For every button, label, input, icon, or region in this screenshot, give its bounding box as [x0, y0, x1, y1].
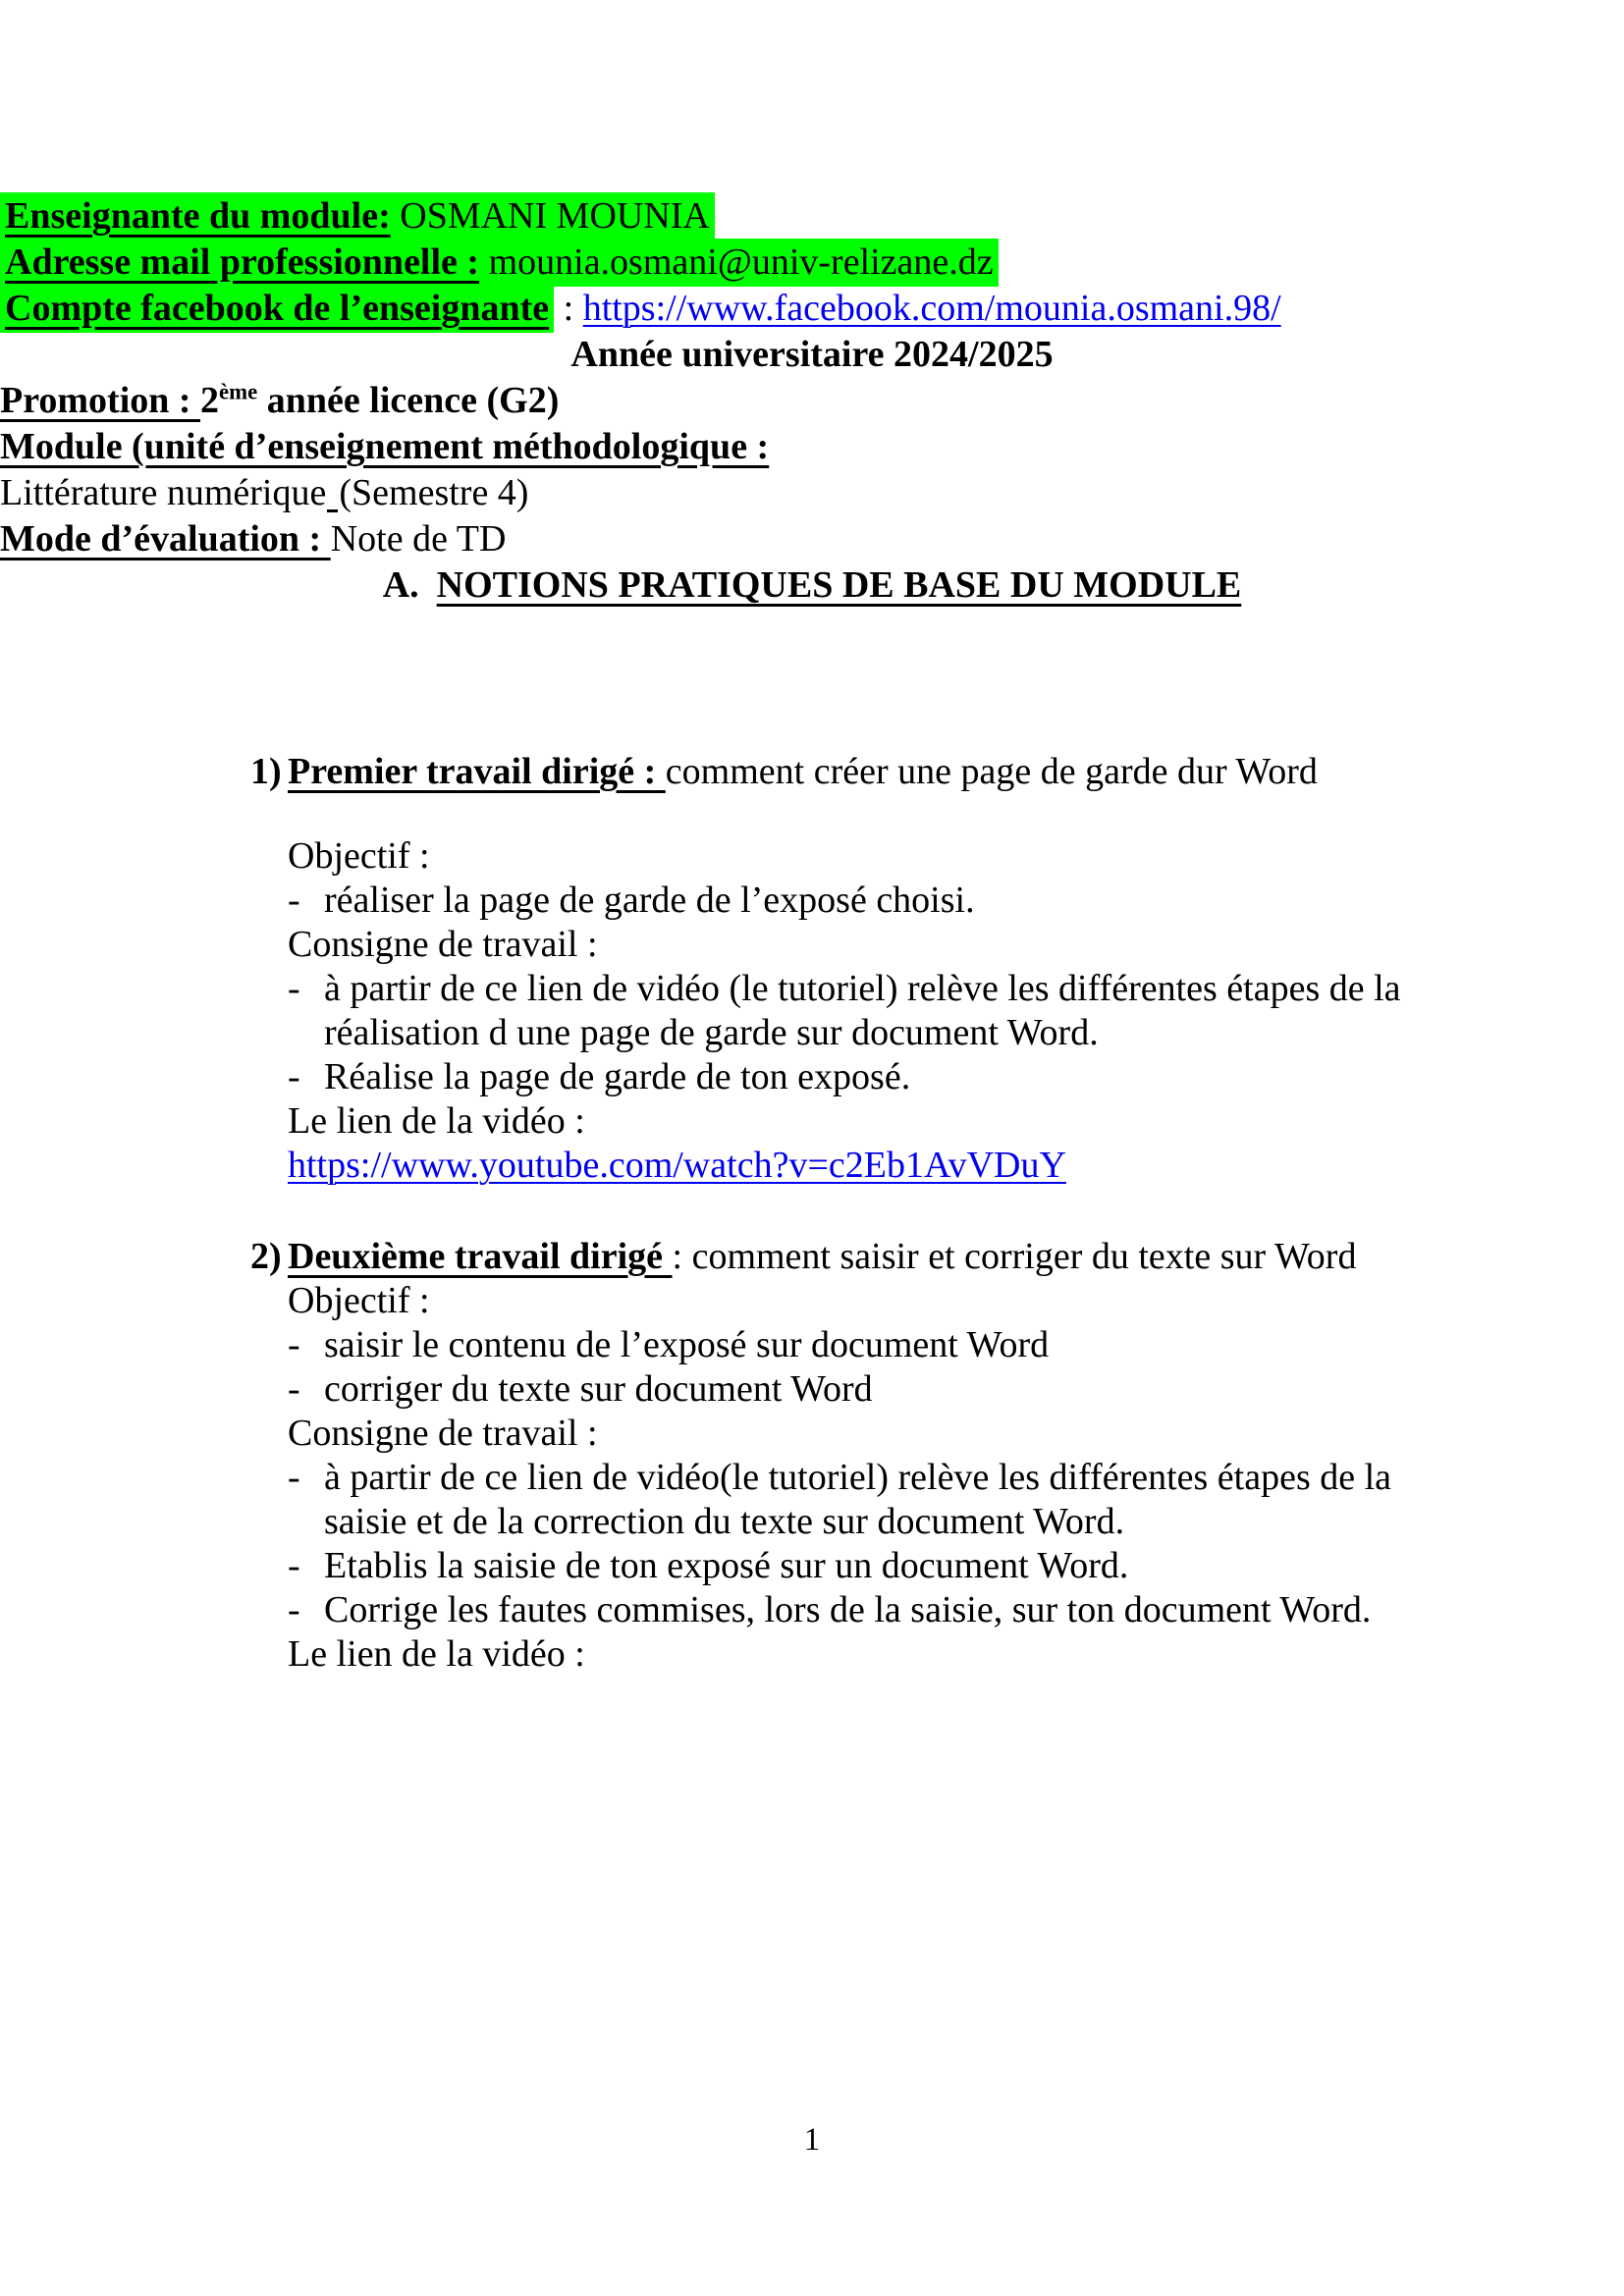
td2-title: Deuxième travail dirigé — [288, 1236, 673, 1277]
td1-title: Premier travail dirigé : — [288, 751, 666, 792]
module-semester: (Semestre 4) — [339, 472, 529, 513]
dash-bullet: - — [288, 968, 300, 1009]
td2-title-line — [288, 1235, 1356, 1279]
dash-bullet: - — [288, 1368, 300, 1410]
evaluation-value: Note de TD — [330, 518, 507, 560]
td1-title-line — [288, 749, 1318, 795]
dash-bullet: - — [288, 1324, 300, 1365]
td1-heading — [250, 749, 1624, 795]
page-number: 1 — [803, 2122, 821, 2158]
td1-video-label: Le lien de la vidéo : — [288, 1100, 585, 1142]
promotion-value-suffix: année licence (G2) — [257, 380, 560, 421]
module-line — [0, 424, 1624, 470]
td2-consigne-label: Consigne de travail : — [288, 1413, 598, 1454]
dash-bullet: - — [288, 1457, 300, 1498]
td2-title-separator: : — [672, 1236, 692, 1277]
promotion-superscript: ème — [219, 379, 258, 404]
td2-objectif-1: saisir le contenu de l’exposé sur document Word — [324, 1324, 1050, 1365]
facebook-label: Compte facebook de l’enseignante — [5, 288, 550, 329]
facebook-line — [0, 286, 1624, 332]
td2-objectif-label: Objectif : — [288, 1280, 430, 1321]
section-heading — [0, 562, 1624, 609]
td2-consigne-3: Corrige les fautes commises, lors de la saisie, sur ton document Word. — [324, 1589, 1372, 1630]
facebook-highlight — [0, 285, 554, 333]
td1-objectif-label: Objectif : — [288, 835, 430, 877]
email-highlight — [0, 239, 999, 287]
td1-consigne-label: Consigne de travail : — [288, 924, 598, 965]
email-label: Adresse mail professionnelle : — [5, 241, 480, 283]
module-value-line — [0, 470, 1624, 516]
list-item — [288, 1544, 1417, 1588]
teacher-label: Enseignante du module: — [5, 195, 391, 237]
td2-objectif-2: corriger du texte sur document Word — [324, 1368, 873, 1410]
teacher-line — [0, 193, 1624, 240]
teacher-name: OSMANI MOUNIA — [390, 195, 710, 237]
section-title: NOTIONS PRATIQUES DE BASE DU MODULE — [436, 564, 1242, 606]
underlined-space — [327, 506, 338, 512]
dash-bullet: - — [288, 1056, 300, 1097]
td2-title-rest: comment saisir et corriger du texte sur Word — [691, 1236, 1357, 1277]
promotion-value-prefix: 2 — [200, 380, 220, 421]
list-item — [288, 1588, 1417, 1632]
list-item — [288, 1323, 1417, 1367]
td2-heading — [250, 1235, 1624, 1279]
module-label: Module (unité d’enseignement méthodologique : — [0, 426, 770, 467]
email-value: mounia.osmani@univ-relizane.dz — [479, 241, 994, 283]
list-item — [288, 1055, 1417, 1099]
academic-year: Année universitaire 2024/2025 — [570, 334, 1054, 375]
facebook-separator: : — [554, 288, 583, 329]
td1-number: 1) — [250, 751, 282, 792]
td2-consigne-2: Etablis la saisie de ton exposé sur un document Word. — [324, 1545, 1129, 1586]
td2-video-label: Le lien de la vidéo : — [288, 1633, 585, 1675]
list-item — [288, 1456, 1417, 1544]
promotion-line — [0, 378, 1624, 424]
dash-bullet: - — [288, 1589, 300, 1630]
td1-consigne-1: à partir de ce lien de vidéo (le tutoriel) relève les différentes étapes de la réalisation d une page de garde sur document Word. — [324, 968, 1401, 1053]
evaluation-line — [0, 516, 1624, 562]
teacher-highlight — [0, 192, 715, 240]
td1-objectif-1: réaliser la page de garde de l’exposé choisi. — [324, 880, 975, 921]
td1-body — [288, 834, 1417, 1188]
module-name: Littérature numérique — [0, 472, 327, 513]
list-item — [288, 879, 1417, 923]
td2-consigne-1: à partir de ce lien de vidéo(le tutoriel) relève les différentes étapes de la saisie et de la correction du texte sur document Word. — [324, 1457, 1392, 1542]
youtube-link[interactable]: https://www.youtube.com/watch?v=c2Eb1AvVDuY — [288, 1145, 1066, 1186]
list-item — [288, 1367, 1417, 1412]
evaluation-label: Mode d’évaluation : — [0, 518, 331, 560]
td2-number: 2) — [250, 1236, 282, 1277]
facebook-link[interactable]: https://www.facebook.com/mounia.osmani.98/ — [582, 288, 1281, 329]
td2-body — [288, 1279, 1417, 1677]
promotion-label: Promotion : — [0, 380, 201, 421]
dash-bullet: - — [288, 880, 300, 921]
td1-video-line — [288, 1144, 1417, 1188]
dash-bullet: - — [288, 1545, 300, 1586]
email-line — [0, 240, 1624, 286]
list-item — [288, 967, 1417, 1055]
td1-title-rest: comment créer une page de garde dur Word — [665, 751, 1318, 792]
td1-consigne-2: Réalise la page de garde de ton exposé. — [324, 1056, 911, 1097]
section-letter: A. — [382, 564, 419, 606]
